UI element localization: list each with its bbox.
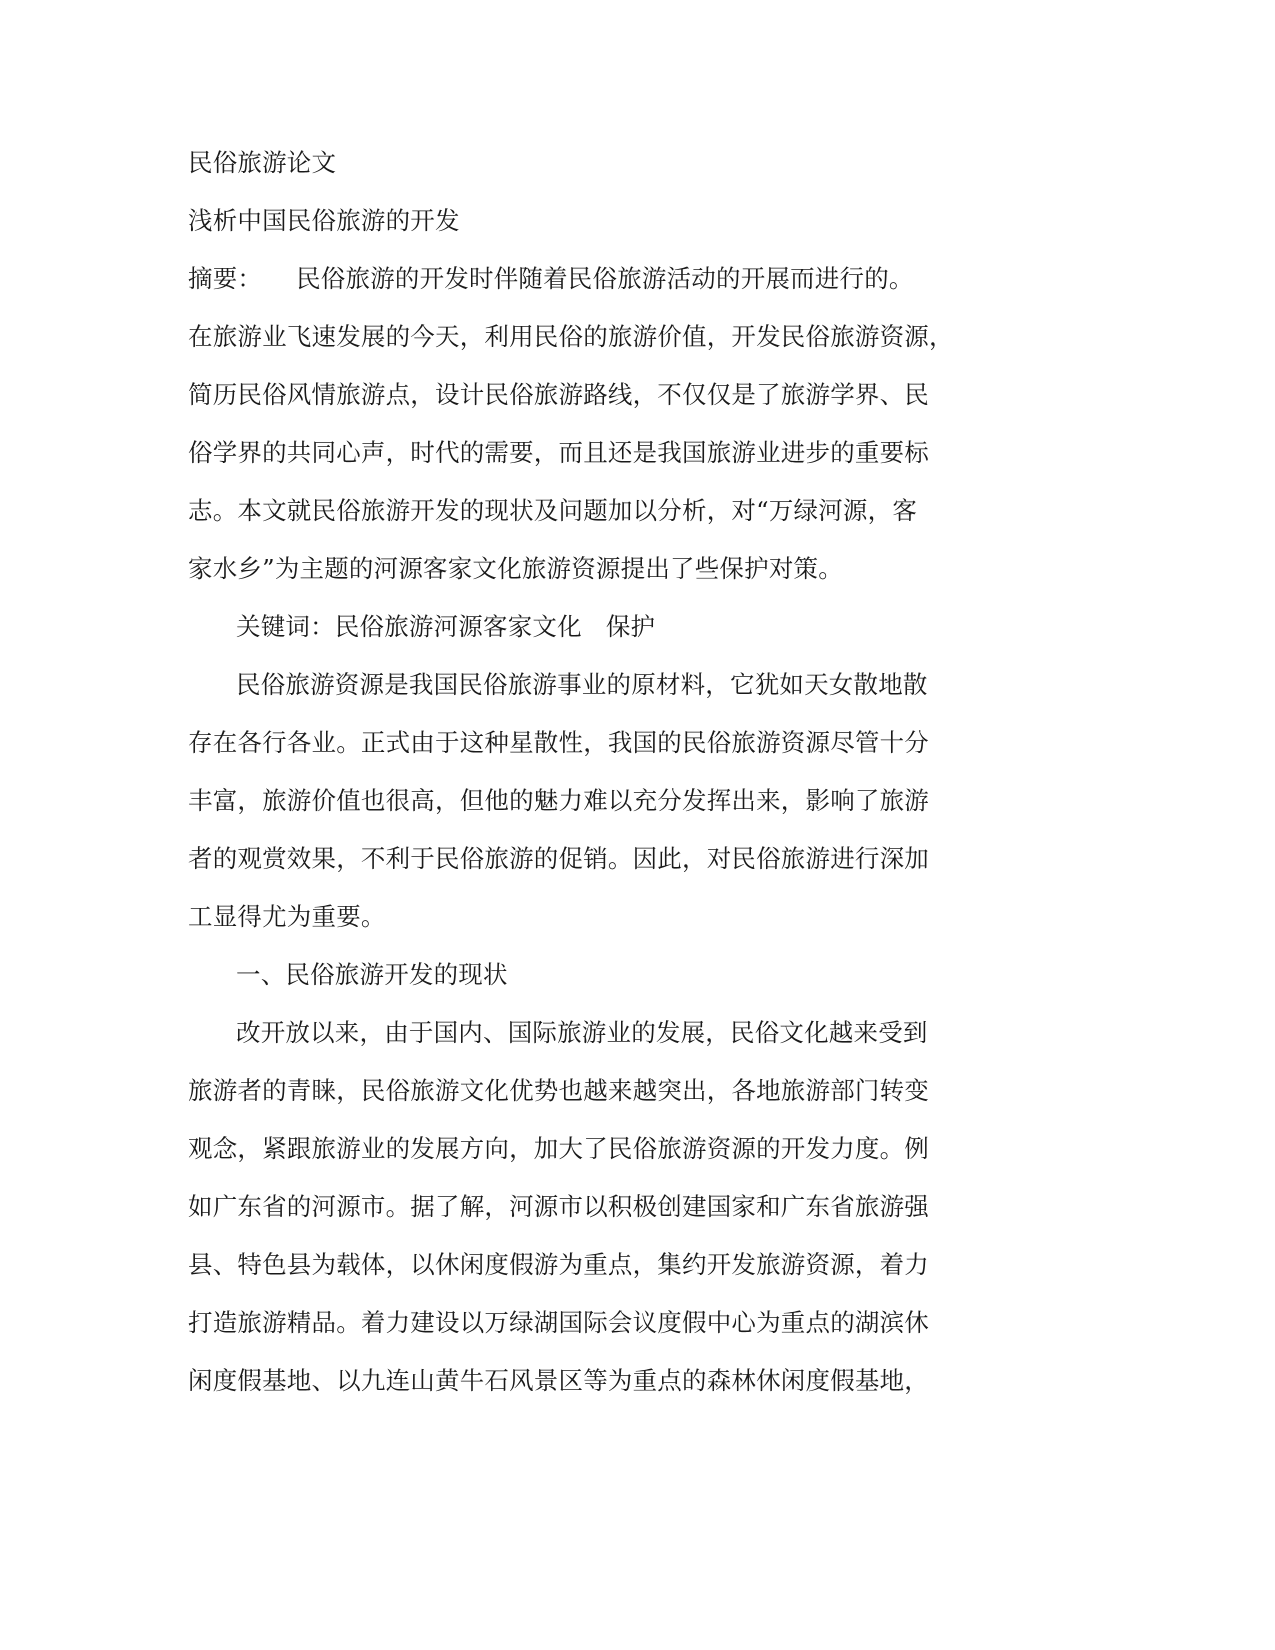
paragraph-line: 丰富，旅游价值也很高，但他的魅力难以充分发挥出来，影响了旅游 xyxy=(188,786,929,815)
section-heading: 一、民俗旅游开发的现状 xyxy=(236,960,508,989)
paragraph-line: 县、特色县为载体，以休闲度假游为重点，集约开发旅游资源，着力 xyxy=(188,1250,929,1279)
paragraph-line: 观念，紧跟旅游业的发展方向，加大了民俗旅游资源的开发力度。例 xyxy=(188,1134,929,1163)
paragraph-line: 闲度假基地、以九连山黄牛石风景区等为重点的森林休闲度假基地， xyxy=(188,1366,929,1395)
document-title: 民俗旅游论文 xyxy=(188,148,337,177)
abstract-line: 俗学界的共同心声，时代的需要，而且还是我国旅游业进步的重要标 xyxy=(188,438,929,467)
document-subtitle: 浅析中国民俗旅游的开发 xyxy=(188,206,460,235)
abstract-text: 民俗旅游的开发时伴随着民俗旅游活动的开展而进行的。 xyxy=(296,264,914,293)
paragraph-line: 存在各行各业。正式由于这种星散性，我国的民俗旅游资源尽管十分 xyxy=(188,728,929,757)
paragraph-line: 如广东省的河源市。据了解，河源市以积极创建国家和广东省旅游强 xyxy=(188,1192,929,1221)
abstract-line: 志。本文就民俗旅游开发的现状及问题加以分析，对“万绿河源，客 xyxy=(188,496,918,525)
keywords-value: 民俗旅游河源客家文化 xyxy=(334,612,582,641)
keywords-label: 关键词： xyxy=(236,612,335,641)
keywords-line xyxy=(236,612,655,642)
abstract-line: 简历民俗风情旅游点，设计民俗旅游路线，不仅仅是了旅游学界、民 xyxy=(188,380,929,409)
paragraph-line: 改开放以来，由于国内、国际旅游业的发展，民俗文化越来受到 xyxy=(236,1018,928,1047)
abstract-line: 家水乡”为主题的河源客家文化旅游资源提出了些保护对策。 xyxy=(188,554,843,583)
abstract-first-line xyxy=(188,264,914,294)
paragraph-line: 旅游者的青睐，民俗旅游文化优势也越来越突出，各地旅游部门转变 xyxy=(188,1076,929,1105)
abstract-label: 摘要： xyxy=(188,264,263,293)
paragraph-line: 者的观赏效果，不利于民俗旅游的促销。因此，对民俗旅游进行深加 xyxy=(188,844,929,873)
paragraph-line: 工显得尤为重要。 xyxy=(188,902,386,931)
paragraph-line: 打造旅游精品。着力建设以万绿湖国际会议度假中心为重点的湖滨休 xyxy=(188,1308,929,1337)
paragraph-line: 民俗旅游资源是我国民俗旅游事业的原材料，它犹如天女散地散 xyxy=(236,670,928,699)
keywords-value: 保护 xyxy=(605,612,656,641)
abstract-line: 在旅游业飞速发展的今天，利用民俗的旅游价值，开发民俗旅游资源， xyxy=(188,322,954,351)
